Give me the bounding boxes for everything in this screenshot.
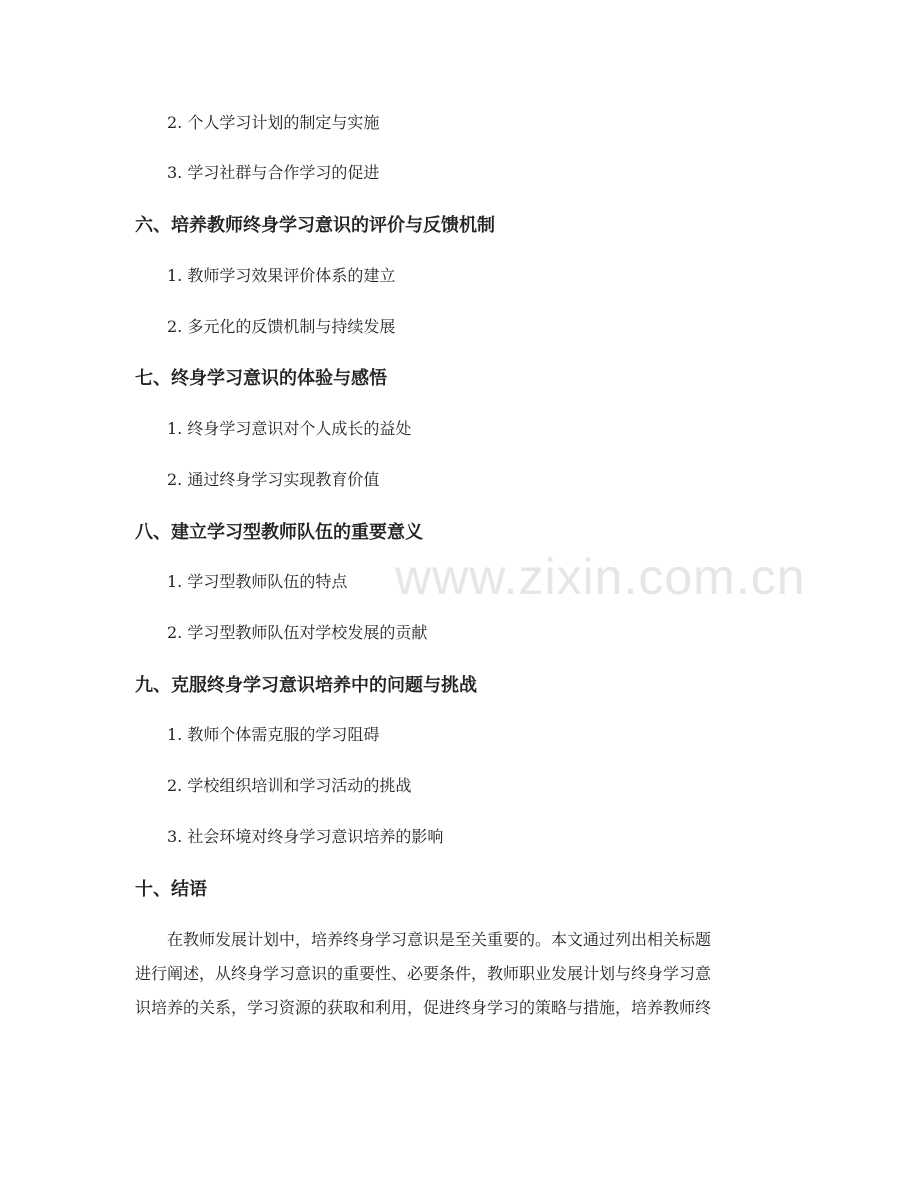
list-item: 1. 教师学习效果评价体系的建立 [167, 266, 396, 285]
list-item: 2. 多元化的反馈机制与持续发展 [167, 317, 396, 336]
section-heading: 七、终身学习意识的体验与感悟 [135, 368, 387, 389]
list-item: 3. 学习社群与合作学习的促进 [167, 163, 380, 182]
section-heading: 九、克服终身学习意识培养中的问题与挑战 [135, 675, 477, 696]
list-item: 1. 终身学习意识对个人成长的益处 [167, 419, 412, 438]
section-heading: 六、培养教师终身学习意识的评价与反馈机制 [135, 215, 495, 236]
conclusion-line: 在教师发展计划中，培养终身学习意识是至关重要的。本文通过列出相关标题 [167, 930, 712, 949]
section-heading: 十、结语 [135, 879, 207, 900]
conclusion-line: 识培养的关系，学习资源的获取和利用，促进终身学习的策略与措施，培养教师终 [135, 998, 712, 1017]
list-item: 1. 学习型教师队伍的特点 [167, 572, 348, 591]
list-item: 2. 通过终身学习实现教育价值 [167, 470, 380, 489]
list-item: 2. 学校组织培训和学习活动的挑战 [167, 776, 412, 795]
list-item: 2. 个人学习计划的制定与实施 [167, 113, 380, 132]
list-item: 1. 教师个体需克服的学习阻碍 [167, 725, 380, 744]
conclusion-line: 进行阐述，从终身学习意识的重要性、必要条件，教师职业发展计划与终身学习意 [135, 964, 712, 983]
list-item: 3. 社会环境对终身学习意识培养的影响 [167, 827, 444, 846]
list-item: 2. 学习型教师队伍对学校发展的贡献 [167, 623, 428, 642]
watermark: www.zixin.com.cn [395, 549, 806, 605]
section-heading: 八、建立学习型教师队伍的重要意义 [135, 522, 423, 543]
